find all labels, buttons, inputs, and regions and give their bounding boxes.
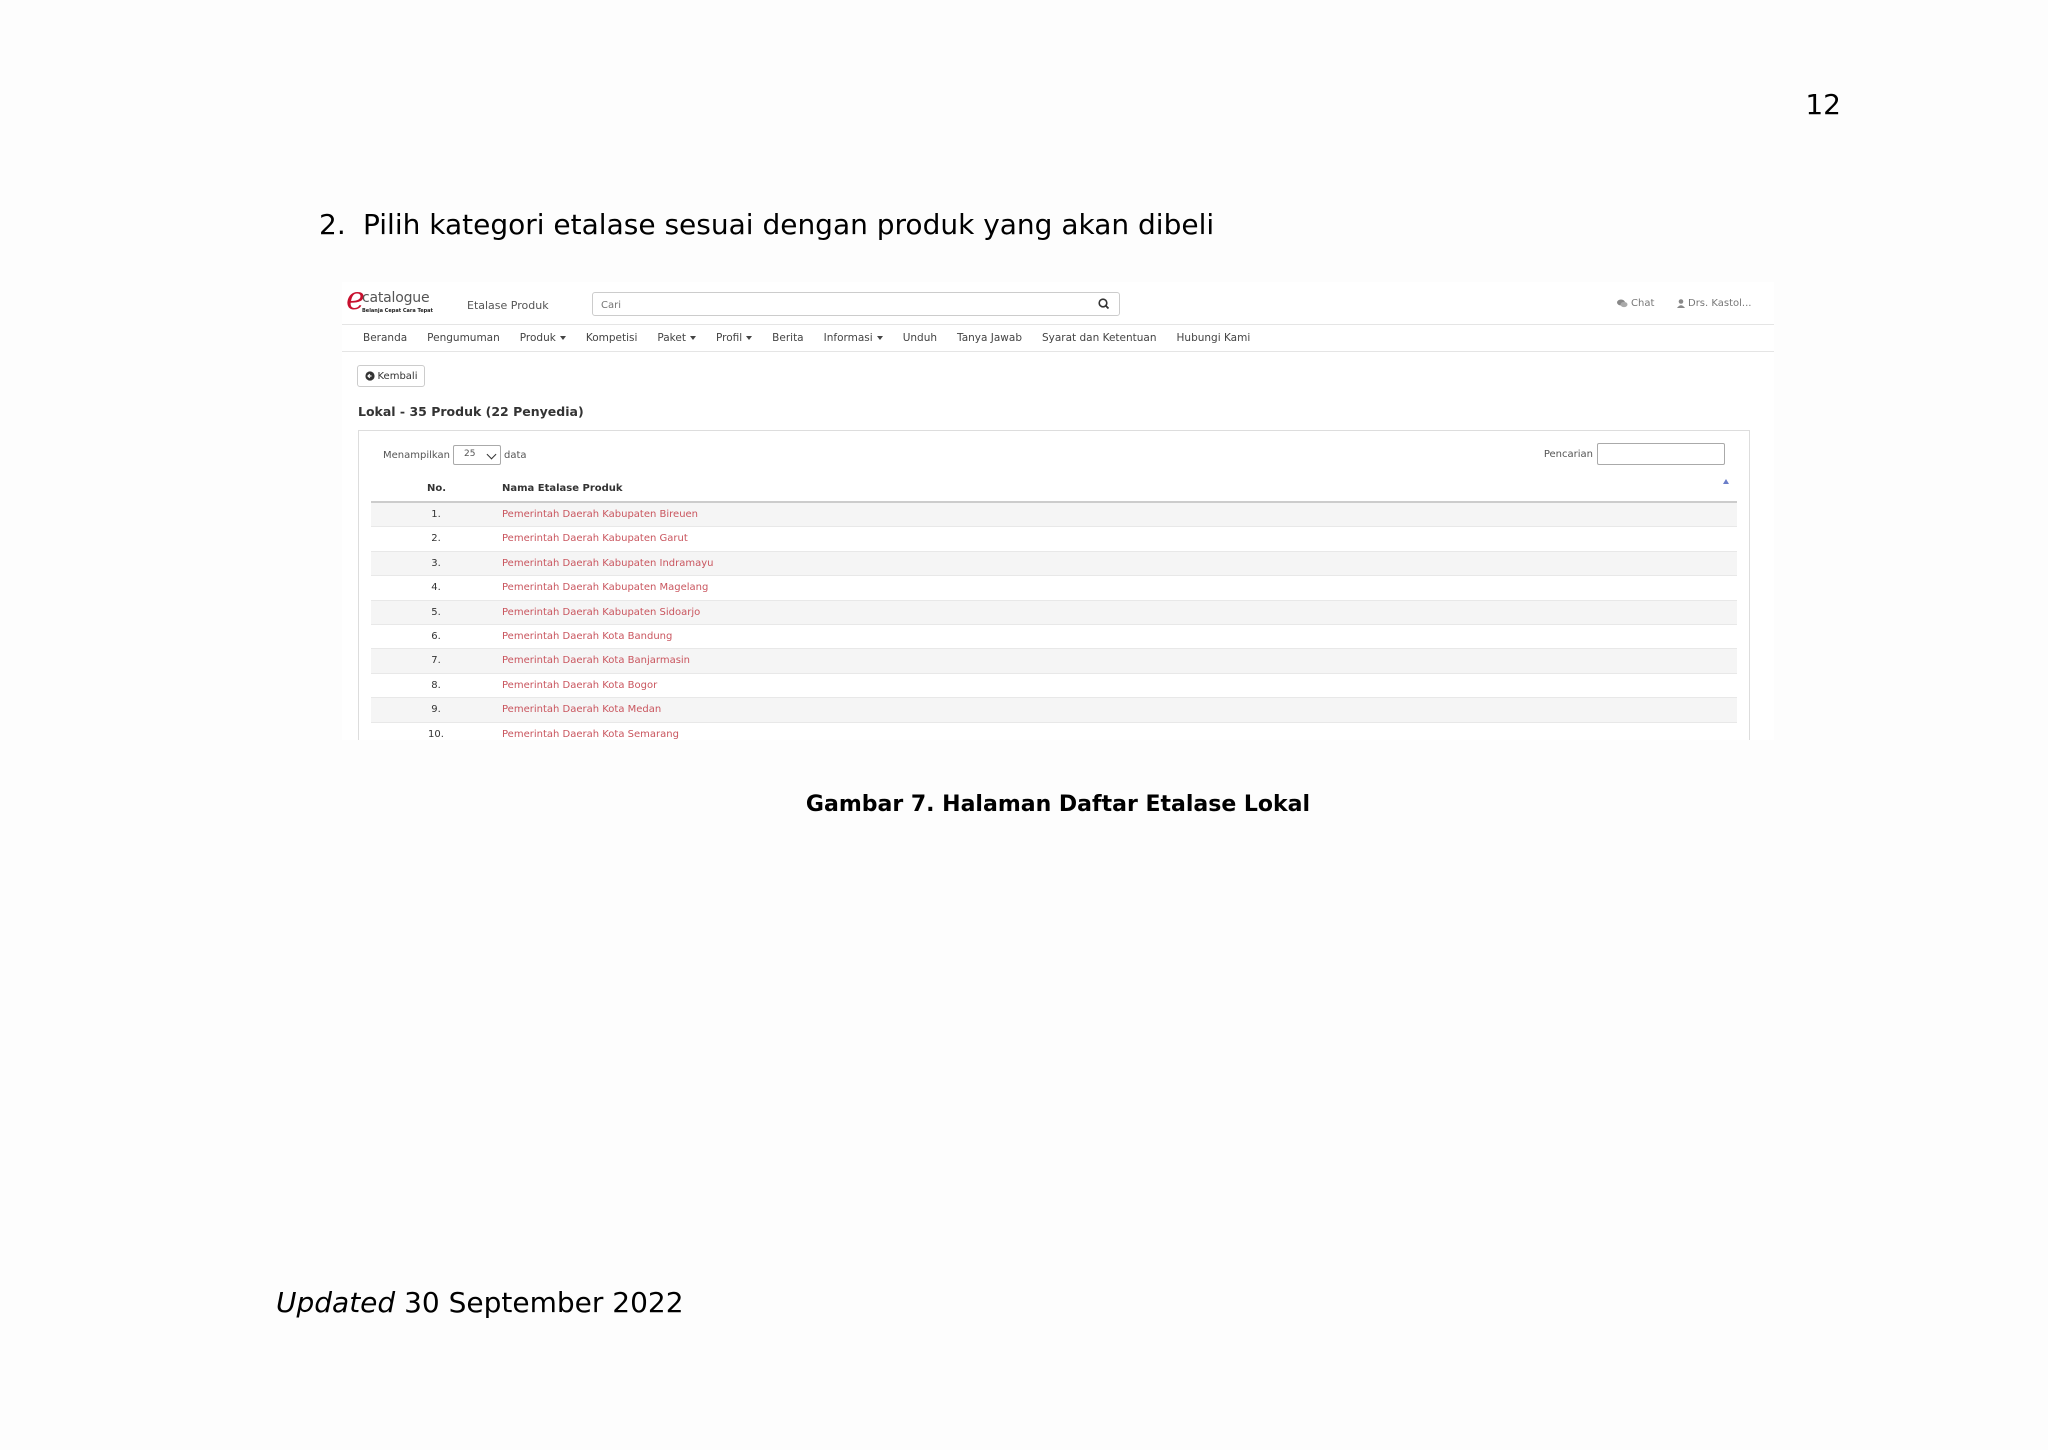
nav-label: Berita <box>772 332 804 344</box>
row-number: 5. <box>431 606 441 618</box>
etalase-link[interactable]: Pemerintah Daerah Kota Banjarmasin <box>502 655 691 667</box>
row-number: 9. <box>431 704 441 716</box>
column-header-no[interactable]: No. <box>427 483 447 494</box>
user-menu[interactable] <box>1677 298 1751 309</box>
step-instruction <box>319 208 1214 241</box>
footer-date: 30 September 2022 <box>395 1286 684 1319</box>
logo-letter: e <box>346 282 365 317</box>
nav-item-profil[interactable] <box>716 332 752 344</box>
main-navbar <box>342 325 1774 352</box>
user-icon <box>1677 299 1685 308</box>
table-body <box>371 503 1737 740</box>
row-number: 2. <box>431 533 441 545</box>
table-row <box>371 723 1737 740</box>
ecatalogue-screenshot <box>342 282 1774 740</box>
etalase-link[interactable]: Pemerintah Daerah Kabupaten Garut <box>502 533 688 545</box>
nav-label: Paket <box>657 332 686 344</box>
step-number: 2. <box>319 208 346 241</box>
logo-word: catalogue <box>362 290 430 306</box>
user-name: Drs. Kastol... <box>1688 298 1752 309</box>
nav-label: Informasi <box>823 332 873 344</box>
etalase-link[interactable]: Pemerintah Daerah Kota Semarang <box>502 728 679 740</box>
chat-icon <box>1617 299 1628 308</box>
table-row <box>371 503 1737 527</box>
row-number: 10. <box>428 728 444 740</box>
length-suffix: data <box>503 449 527 461</box>
figure-caption: Gambar 7. Halaman Daftar Etalase Lokal <box>805 792 1311 817</box>
footer-updated-label: Updated <box>276 1286 396 1319</box>
caret-down-icon <box>560 336 566 340</box>
etalase-link[interactable]: Pemerintah Daerah Kota Bandung <box>502 630 673 642</box>
etalase-link[interactable]: Pemerintah Daerah Kabupaten Sidoarjo <box>502 606 701 618</box>
caret-down-icon <box>746 336 752 340</box>
column-header-name[interactable]: Nama Etalase Produk <box>502 483 623 494</box>
step-text: Pilih kategori etalase sesuai dengan produk yang akan dibeli <box>363 208 1215 241</box>
table-row <box>371 698 1737 722</box>
row-number: 1. <box>431 509 441 520</box>
chat-link[interactable] <box>1617 298 1654 309</box>
etalase-table <box>371 475 1737 740</box>
page-length-control <box>383 445 527 465</box>
table-row <box>371 625 1737 649</box>
nav-label: Pengumuman <box>427 332 500 344</box>
nav-item-produk[interactable] <box>520 332 566 344</box>
row-number: 6. <box>431 630 441 642</box>
nav-label: Tanya Jawab <box>957 332 1022 344</box>
table-row <box>371 527 1737 551</box>
row-number: 8. <box>431 679 441 691</box>
nav-item-pengumuman[interactable] <box>427 332 500 344</box>
filter-label: Pencarian <box>1543 448 1593 460</box>
etalase-link[interactable]: Pemerintah Daerah Kota Medan <box>502 704 662 716</box>
nav-item-berita[interactable] <box>772 332 803 344</box>
caret-down-icon <box>877 336 883 340</box>
nav-item-beranda[interactable] <box>363 332 407 344</box>
ecatalogue-logo[interactable] <box>346 282 436 317</box>
etalase-link[interactable]: Pemerintah Daerah Kabupaten Magelang <box>502 582 709 594</box>
search-box <box>592 292 1120 316</box>
nav-item-syarat-ketentuan[interactable] <box>1042 332 1157 344</box>
table-row <box>371 576 1737 600</box>
page-number: 12 <box>1805 88 1841 121</box>
page-length-value: 25 <box>463 449 476 459</box>
table-header <box>371 475 1737 503</box>
etalase-link[interactable]: Pemerintah Daerah Kota Bogor <box>502 679 658 691</box>
nav-label: Syarat dan Ketentuan <box>1041 332 1157 344</box>
arrow-circle-left-icon <box>365 371 375 381</box>
row-number: 7. <box>431 655 441 667</box>
search-icon[interactable] <box>1097 297 1111 311</box>
nav-item-tanya-jawab[interactable] <box>957 332 1022 344</box>
table-row <box>371 649 1737 673</box>
nav-item-kompetisi[interactable] <box>586 332 638 344</box>
nav-item-paket[interactable] <box>657 332 696 344</box>
etalase-link[interactable]: Pemerintah Daerah Kabupaten Bireuen <box>502 509 699 520</box>
back-button[interactable] <box>357 365 425 387</box>
table-row <box>371 674 1737 698</box>
nav-label: Kompetisi <box>585 332 638 344</box>
etalase-link[interactable]: Pemerintah Daerah Kabupaten Indramayu <box>502 557 714 569</box>
nav-item-unduh[interactable] <box>903 332 937 344</box>
table-filter <box>1544 443 1725 465</box>
nav-label: Hubungi Kami <box>1176 332 1251 344</box>
etalase-produk-link[interactable]: Etalase Produk <box>467 299 549 312</box>
section-title: Lokal - 35 Produk (22 Penyedia) <box>358 404 584 419</box>
nav-item-informasi[interactable] <box>824 332 883 344</box>
filter-input[interactable] <box>1597 443 1725 465</box>
nav-label: Beranda <box>363 332 408 344</box>
logo-tagline: Belanja Cepat Cara Tepat <box>362 308 433 314</box>
nav-label: Unduh <box>902 332 938 344</box>
table-row <box>371 552 1737 576</box>
chat-label: Chat <box>1631 298 1655 309</box>
back-button-label: Kembali <box>377 370 418 382</box>
nav-label: Produk <box>519 332 556 344</box>
chevron-down-icon <box>487 450 497 460</box>
nav-label: Profil <box>715 332 743 344</box>
search-input[interactable] <box>599 297 1063 313</box>
sort-asc-icon[interactable] <box>1723 479 1729 484</box>
row-number: 3. <box>431 557 441 569</box>
length-prefix: Menampilkan <box>383 449 450 461</box>
table-row <box>371 601 1737 625</box>
nav-item-hubungi-kami[interactable] <box>1177 332 1251 344</box>
etalase-table-panel <box>358 430 1750 740</box>
top-header <box>342 282 1774 325</box>
page-length-select[interactable] <box>453 445 501 465</box>
caret-down-icon <box>690 336 696 340</box>
row-number: 4. <box>431 582 441 594</box>
footer-updated <box>276 1286 684 1319</box>
